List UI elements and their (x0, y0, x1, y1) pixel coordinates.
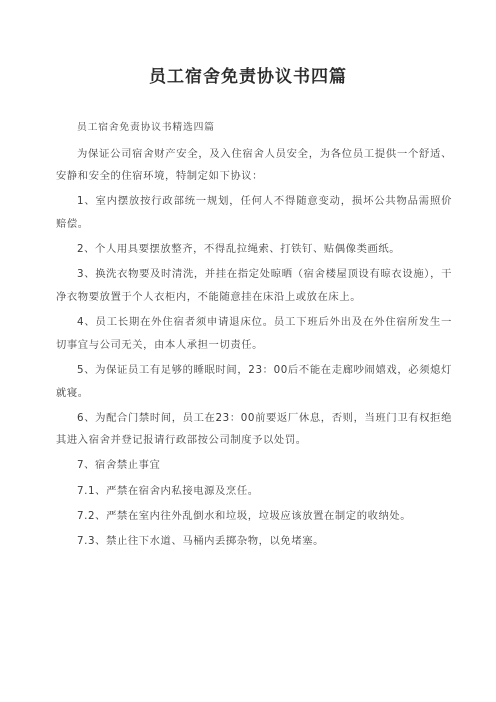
paragraph-item-7-1: 7.1、严禁在宿舍内私接电源及烹任。 (77, 484, 259, 497)
paragraph-item-5: 5、为保证员工有足够的睡眠时间，23：00后不能在走廊吵闹嬉戏，必须熄灯就寝。 (56, 363, 452, 399)
paragraph-intro: 为保证公司宿舍财产安全，及入住宿舍人员安全，为各位员工提供一个舒适、安静和安全的住宿环境，特制定如下协议： (56, 147, 452, 183)
document-body (56, 117, 452, 555)
paragraph-item-2: 2、个人用具要摆放整齐，不得乱拉绳索、打铁钉、贴偶像类画纸。 (77, 243, 401, 256)
paragraph-item-6: 6、为配合门禁时间，员工在23：00前要返厂休息，否则，当班门卫有权拒绝其进入宿舍并登记报请行政部按公司制度予以处罚。 (56, 411, 452, 447)
paragraph-item-7-2: 7.2、严禁在室内往外乱倒水和垃圾，垃圾应该放置在制定的收纳处。 (77, 509, 412, 522)
document-subtitle: 员工宿舍免责协议书精选四篇 (77, 122, 215, 133)
document-title: 员工宿舍免责协议书四篇 (149, 67, 347, 87)
paragraph-item-4: 4、员工长期在外住宿者须申请退床位。员工下班后外出及在外住宿所发生一切事宜与公司无关，由本人承担一切责任。 (56, 316, 452, 351)
paragraph-item-3: 3、换洗衣物要及时清洗，并挂在指定处晾晒（宿舍楼屋顶设有晾衣设施），干净衣物要放置于个人衣柜内，不能随意挂在床沿上或放在床上。 (56, 268, 452, 303)
paragraph-item-7: 7、宿舍禁止事宜 (77, 459, 161, 472)
paragraph-item-7-3: 7.3、禁止往下水道、马桶内丢掷杂物，以免堵塞。 (77, 535, 325, 548)
paragraph-item-1: 1、室内摆放按行政部统一规划，任何人不得随意变动，损坏公共物品需照价赔偿。 (56, 195, 452, 230)
